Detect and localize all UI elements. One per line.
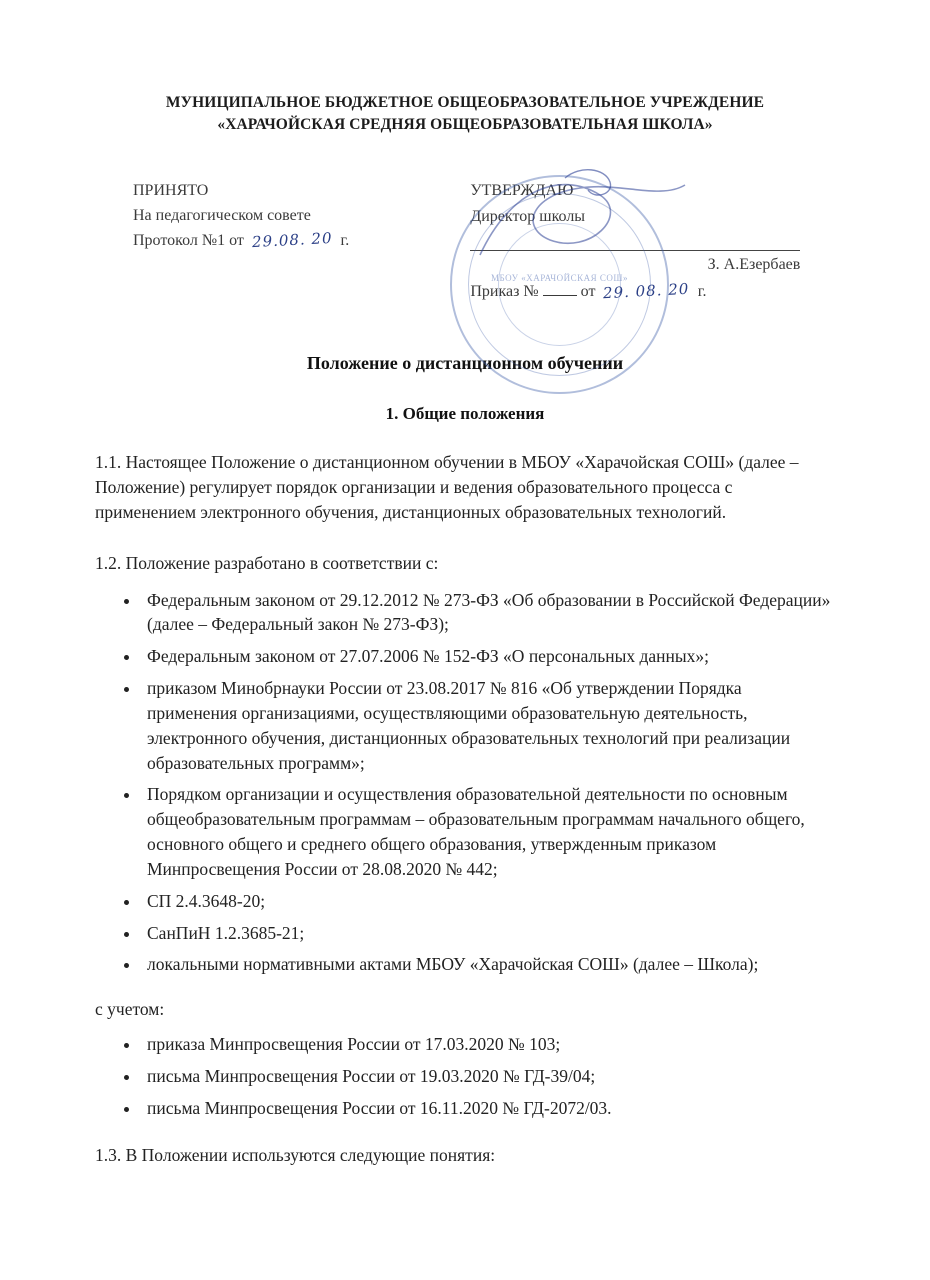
order-line [470,280,835,305]
stamp-text: МБОУ «ХАРАЧОЙСКАЯ СОШ» [491,273,628,283]
paragraph-1-1: 1.1. Настоящее Положение о дистанционном обучении в МБОУ «Харачойская СОШ» (далее – Положение) регулирует порядок организации и ведения образовательного процесса с применением электронного обучения, дистанционных образовательных технологий. [95,452,799,522]
accepted-block [95,179,470,305]
list-item: • СанПиН 1.2.3685-21; [141,921,835,946]
list-item: • приказа Минпросвещения России от 17.03.2020 № 103; [141,1032,835,1057]
list-item: • письма Минпросвещения России от 19.03.2020 № ГД-39/04; [141,1064,835,1089]
organization-name-line2: «ХАРАЧОЙСКАЯ СРЕДНЯЯ ОБЩЕОБРАЗОВАТЕЛЬНАЯ ШКОЛА» [217,116,713,134]
approved-block [470,179,835,305]
with-regard-lead-in: с учетом: [95,999,165,1020]
order-number-blank [543,281,577,296]
order-from-label: от [580,283,596,301]
page-title: Положение о дистанционном обучении [306,353,624,374]
order-suffix: г. [697,283,707,301]
order-date-handwritten: 29. 08. 20 [603,280,691,303]
list-item: • Федеральным законом от 27.07.2006 № 152-ФЗ «О персональных данных»; [141,644,835,669]
approval-block [95,179,835,305]
accepted-label: ПРИНЯТО [133,181,209,199]
list-item: • Федеральным законом от 29.12.2012 № 273-ФЗ «Об образовании в Российской Федерации» (далее – Федеральный закон № 273-ФЗ); [141,588,835,638]
pedagogical-council-line: На педагогическом совете [133,206,311,224]
list-item: • СП 2.4.3648-20; [141,889,835,914]
protocol-prefix: Протокол №1 от [133,231,244,249]
protocol-suffix: г. [340,231,350,249]
paragraph-1-2: 1.2. Положение разработано в соответствии с: [95,552,439,573]
organization-header [95,92,835,137]
section-title: 1. Общие положения [385,404,545,424]
list-item: • локальными нормативными актами МБОУ «Харачойская СОШ» (далее – Школа); [141,952,835,977]
list-item: • Порядком организации и осуществления образовательной деятельности по основным общеобразовательным программам – образовательным программам начального общего, основного общего и среднего общего образования, утвержденным приказом Минпросвещения России от 28.08.2020 № 442; [141,782,835,881]
additional-documents-list [95,1032,835,1121]
protocol-line [133,229,470,254]
legal-basis-list [95,588,835,978]
director-name: З. А.Езербаев [707,255,801,273]
protocol-date-handwritten: 29.08. 20 [251,228,333,251]
order-prefix: Приказ № [470,283,539,301]
list-item: • приказом Минобрнауки России от 23.08.2017 № 816 «Об утверждении Порядка применения организациями, осуществляющими образовательную деятельность, электронного обучения, дистанционных образовательных технологий при реализации образовательных программ»; [141,676,835,775]
paragraph-1-3: 1.3. В Положении используются следующие понятия: [95,1144,496,1165]
director-signature-line [470,250,800,278]
list-item: • письма Минпросвещения России от 16.11.2020 № ГД-2072/03. [141,1096,835,1121]
director-line: Директор школы [470,207,586,225]
approve-label: УТВЕРЖДАЮ [470,181,574,199]
organization-name-line1: МУНИЦИПАЛЬНОЕ БЮДЖЕТНОЕ ОБЩЕОБРАЗОВАТЕЛЬНОЕ УЧРЕЖДЕНИЕ [165,94,765,111]
